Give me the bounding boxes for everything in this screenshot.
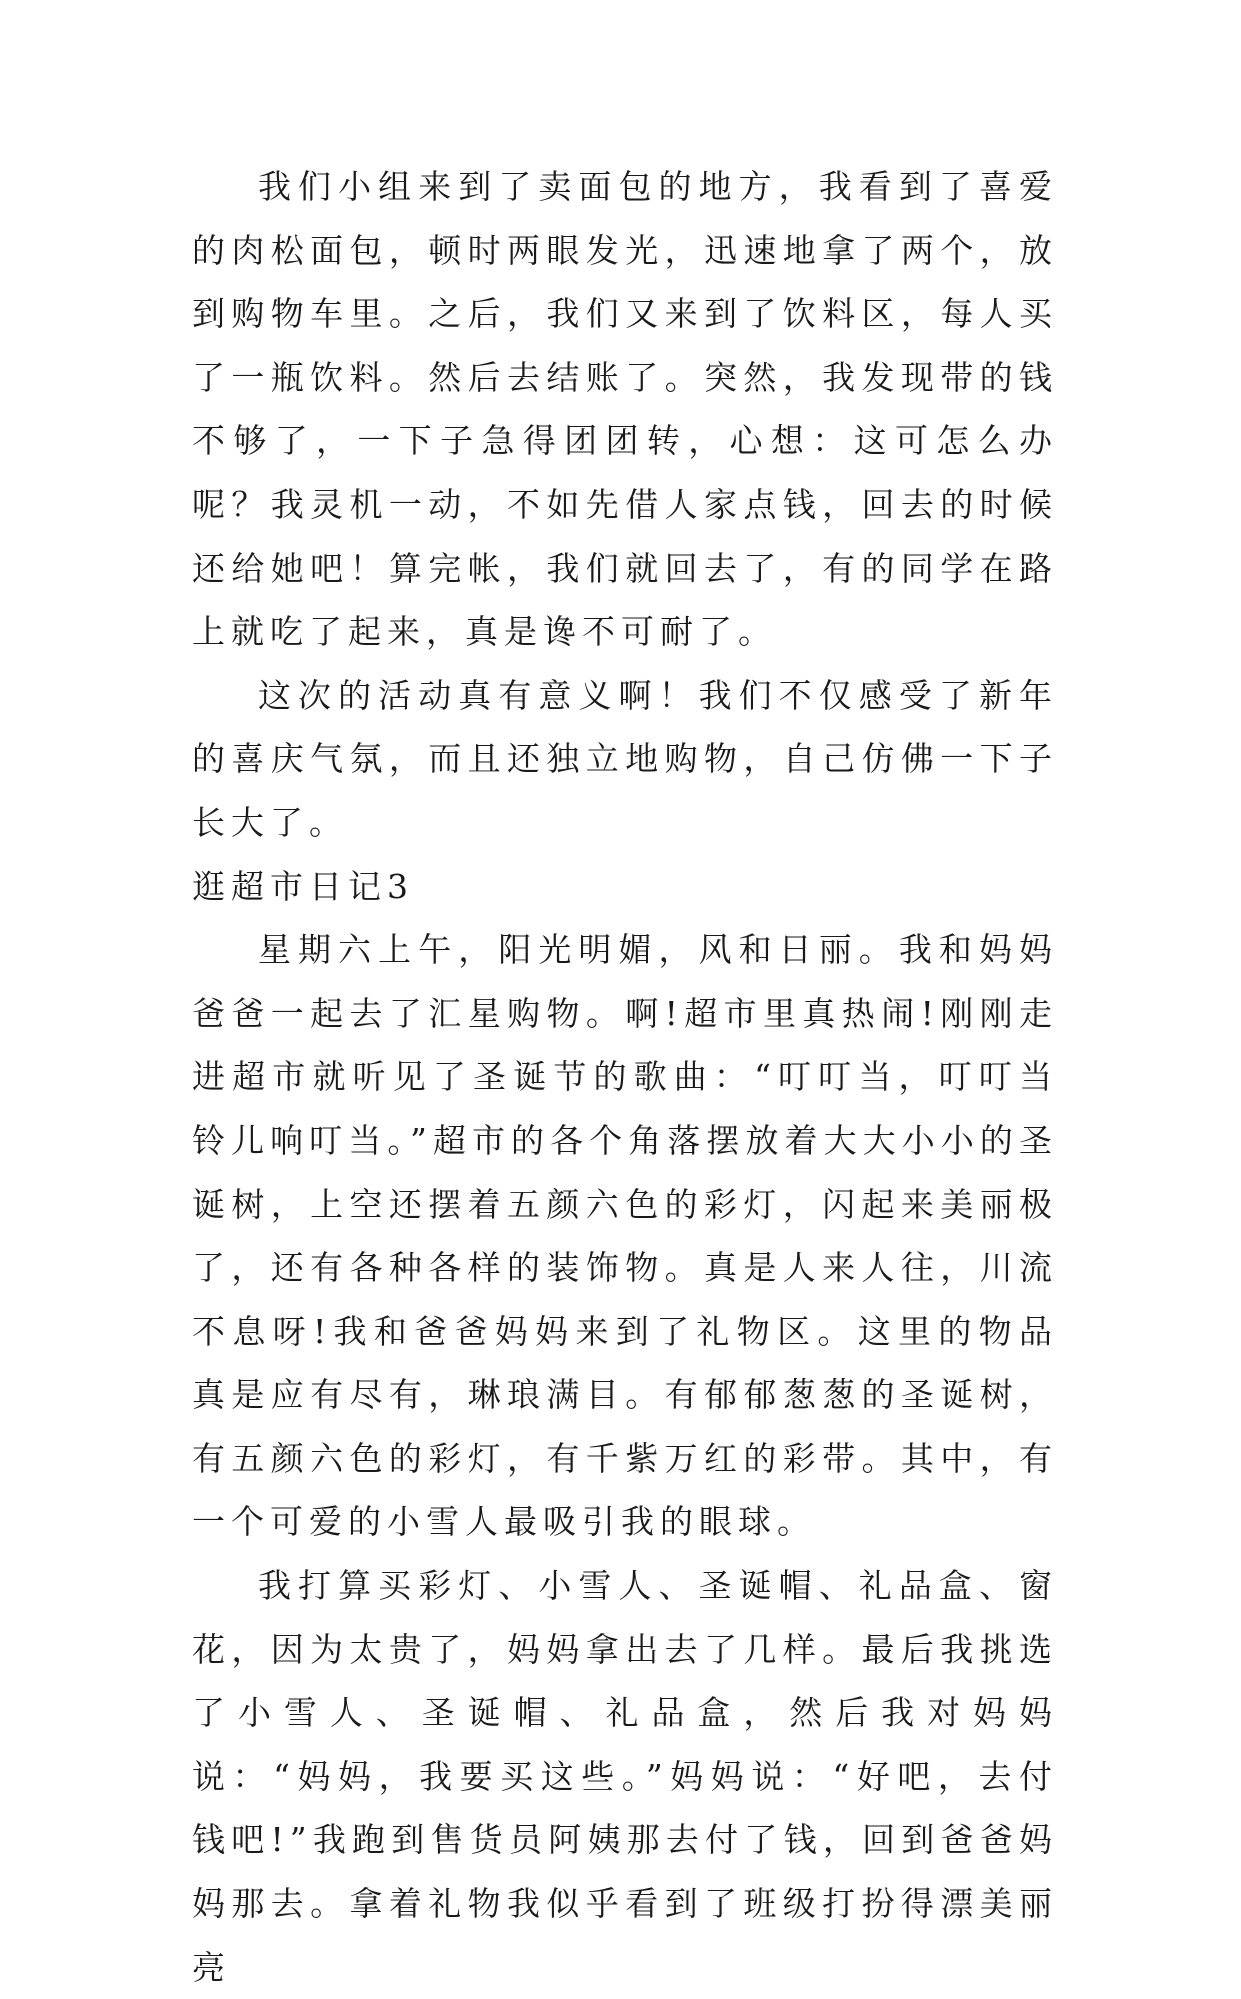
paragraph-saturday-supermarket: 星期六上午，阳光明媚，风和日丽。我和妈妈爸爸一起去了汇星购物。啊!超市里真热闹!刚刚走进超市就听见了圣诞节的歌曲：“叮叮当，叮叮当铃儿响叮当。”超市的各个角落摆放着大大小小的圣诞树，上空还摆着五颜六色的彩灯，闪起来美丽极了，还有各种各样的装饰物。真是人来人往，川流不息呀!我和爸爸妈妈来到了礼物区。这里的物品真是应有尽有，琳琅满目。有郁郁葱葱的圣诞树，有五颜六色的彩灯，有千紫万红的彩带。其中，有一个可爱的小雪人最吸引我的眼球。 <box>192 930 1058 1542</box>
paragraph-activity-meaning: 这次的活动真有意义啊！我们不仅感受了新年的喜庆气氛，而且还独立地购物，自己仿佛一下子长大了。 <box>192 675 1058 842</box>
paragraph-bread-and-drinks: 我们小组来到了卖面包的地方，我看到了喜爱的肉松面包，顿时两眼发光，迅速地拿了两个，放到购物车里。之后，我们又来到了饮料区，每人买了一瓶饮料。然后去结账了。突然，我发现带的钱不够了，一下子急得团团转，心想：这可怎么办呢？我灵机一动，不如先借人家点钱，回去的时候还给她吧！算完帐，我们就回去了，有的同学在路上就吃了起来，真是谗不可耐了。 <box>192 167 1058 652</box>
document-page <box>192 155 1058 1999</box>
paragraph-buying-gifts: 我打算买彩灯、小雪人、圣诞帽、礼品盒、窗花，因为太贵了，妈妈拿出去了几样。最后我挑选了小雪人、圣诞帽、礼品盒，然后我对妈妈说：“妈妈，我要买这些。”妈妈说：“好吧，去付钱吧!”我跑到售货员阿姨那去付了钱，回到爸爸妈妈那去。拿着礼物我似乎看到了班级打扮得漂美丽亮 <box>192 1566 1058 1987</box>
section-heading: 逛超市日记3 <box>192 866 414 906</box>
